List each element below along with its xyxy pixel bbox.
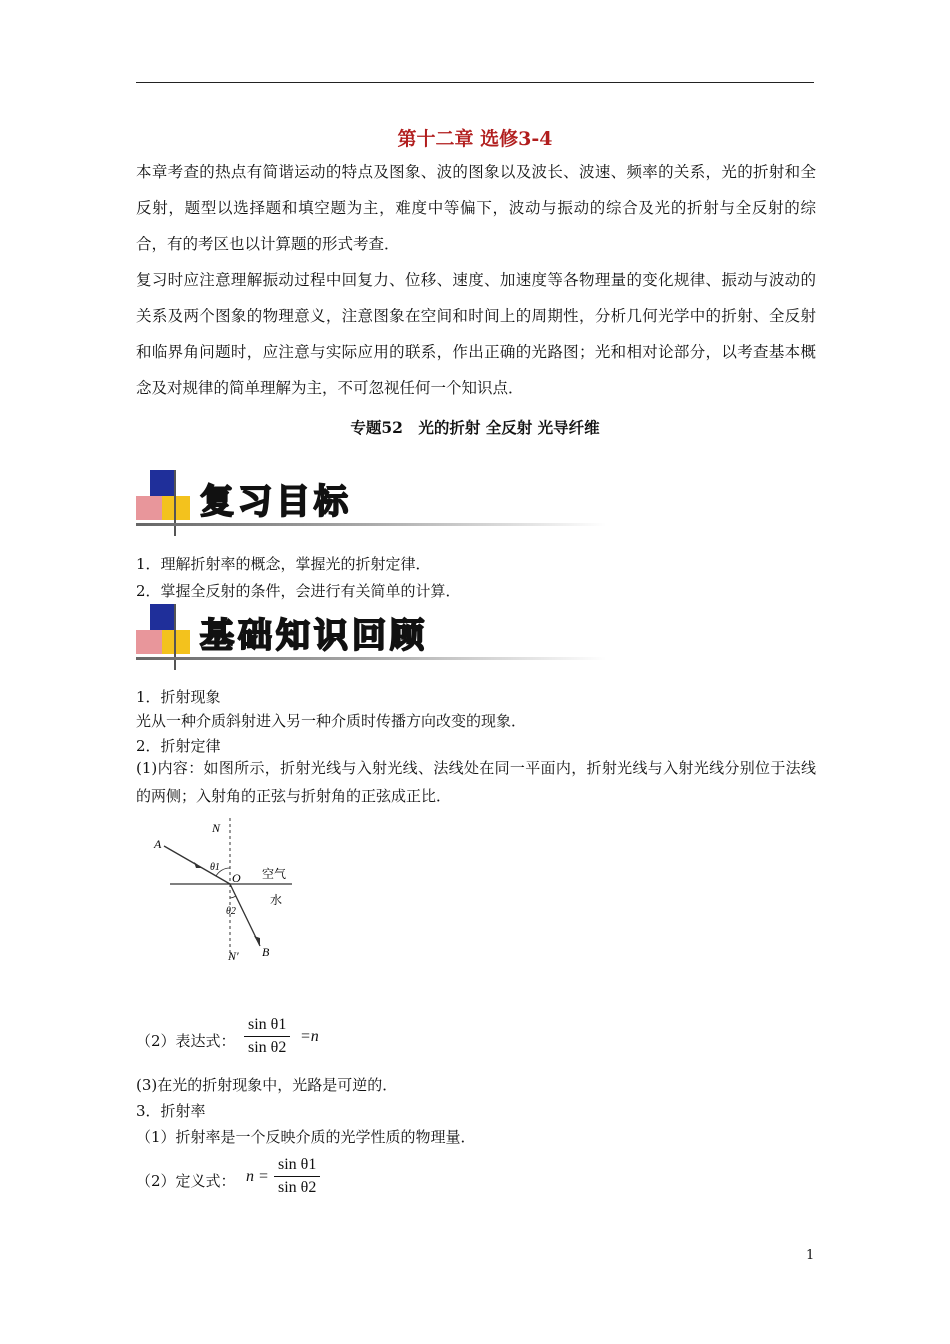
banner-yellow-square xyxy=(162,496,190,520)
section-3-heading: 3．折射率 xyxy=(136,1102,206,1120)
label-B: B xyxy=(262,945,270,959)
header-rule xyxy=(136,82,814,83)
chapter-title: 第十二章 选修3-4 xyxy=(397,128,553,150)
label-N: N xyxy=(212,821,221,835)
banner-blue-square xyxy=(150,470,176,496)
expression-fraction xyxy=(244,1016,290,1057)
goal-2: 2．掌握全反射的条件，会进行有关简单的计算． xyxy=(136,582,461,600)
intro-paragraph-1: 本章考查的热点有简谐运动的特点及图象、波的图象以及波长、波速、频率的关系，光的折射和全反射，题型以选择题和填空题为主，难度中等偏下，波动与振动的综合及光的折射与全反射的综合，有的考区也以计算题的形式考查． xyxy=(136,163,816,253)
expression-rhs: =n xyxy=(300,1028,319,1045)
label-theta1: θ1 xyxy=(210,862,220,873)
theta2-arc xyxy=(230,896,236,898)
refracted-arrow xyxy=(254,936,260,946)
banner-title: 基础知识回顾 xyxy=(200,616,428,656)
label-air: 空气 xyxy=(262,867,287,881)
topic-title: 专题52 光的折射 全反射 光导纤维 xyxy=(350,418,600,437)
banner-red-square xyxy=(136,496,162,520)
section-2-item-3: (3)在光的折射现象中，光路是可逆的． xyxy=(136,1076,398,1094)
definition-numerator: sin θ1 xyxy=(274,1156,320,1177)
section-2-heading: 2．折射定律 xyxy=(136,737,221,755)
page-number: 1 xyxy=(806,1248,815,1263)
banner-red-square xyxy=(136,630,162,654)
definition-lhs: n = xyxy=(246,1168,269,1185)
banner-title: 复习目标 xyxy=(200,482,352,522)
label-N-prime: N′ xyxy=(228,949,239,963)
banner-blue-square xyxy=(150,604,176,630)
refraction-diagram xyxy=(150,818,300,968)
banner-yellow-square xyxy=(162,630,190,654)
section-3-item-2-label: （2）定义式： xyxy=(136,1172,236,1190)
label-O: O xyxy=(232,871,241,885)
banner-underline xyxy=(136,657,606,660)
banner-vertical-line xyxy=(174,604,176,670)
label-water: 水 xyxy=(270,893,283,907)
banner-underline xyxy=(136,523,606,526)
basics-review-banner xyxy=(136,604,616,670)
section-1-heading: 1．折射现象 xyxy=(136,688,221,706)
label-A: A xyxy=(154,837,162,851)
section-2-item-2-label: （2）表达式： xyxy=(136,1032,236,1050)
banner-vertical-line xyxy=(174,470,176,536)
intro-paragraph-2: 复习时应注意理解振动过程中回复力、位移、速度、加速度等各物理量的变化规律、振动与波动的关系及两个图象的物理意义，注意图象在空间和时间上的周期性，分析几何光学中的折射、全反射和临界角问题时，应注意与实际应用的联系，作出正确的光路图；光和相对论部分，以考查基本概念及对规律的简单理解为主，不可忽视任何一个知识点． xyxy=(136,271,816,397)
review-goals-banner xyxy=(136,470,616,536)
section-2-item-1: (1)内容：如图所示，折射光线与入射光线、法线处在同一平面内，折射光线与入射光线分别位于法线的两侧；入射角的正弦与折射角的正弦成正比． xyxy=(136,759,816,805)
expression-numerator: sin θ1 xyxy=(244,1016,290,1037)
definition-denominator: sin θ2 xyxy=(278,1179,317,1196)
label-theta2: θ2 xyxy=(226,906,236,917)
definition-fraction xyxy=(274,1156,320,1197)
expression-denominator: sin θ2 xyxy=(248,1039,287,1056)
goal-1: 1．理解折射率的概念，掌握光的折射定律． xyxy=(136,555,431,573)
section-1-text: 光从一种介质斜射进入另一种介质时传播方向改变的现象． xyxy=(136,712,527,730)
section-3-item-1: （1）折射率是一个反映介质的光学性质的物理量． xyxy=(136,1128,476,1146)
